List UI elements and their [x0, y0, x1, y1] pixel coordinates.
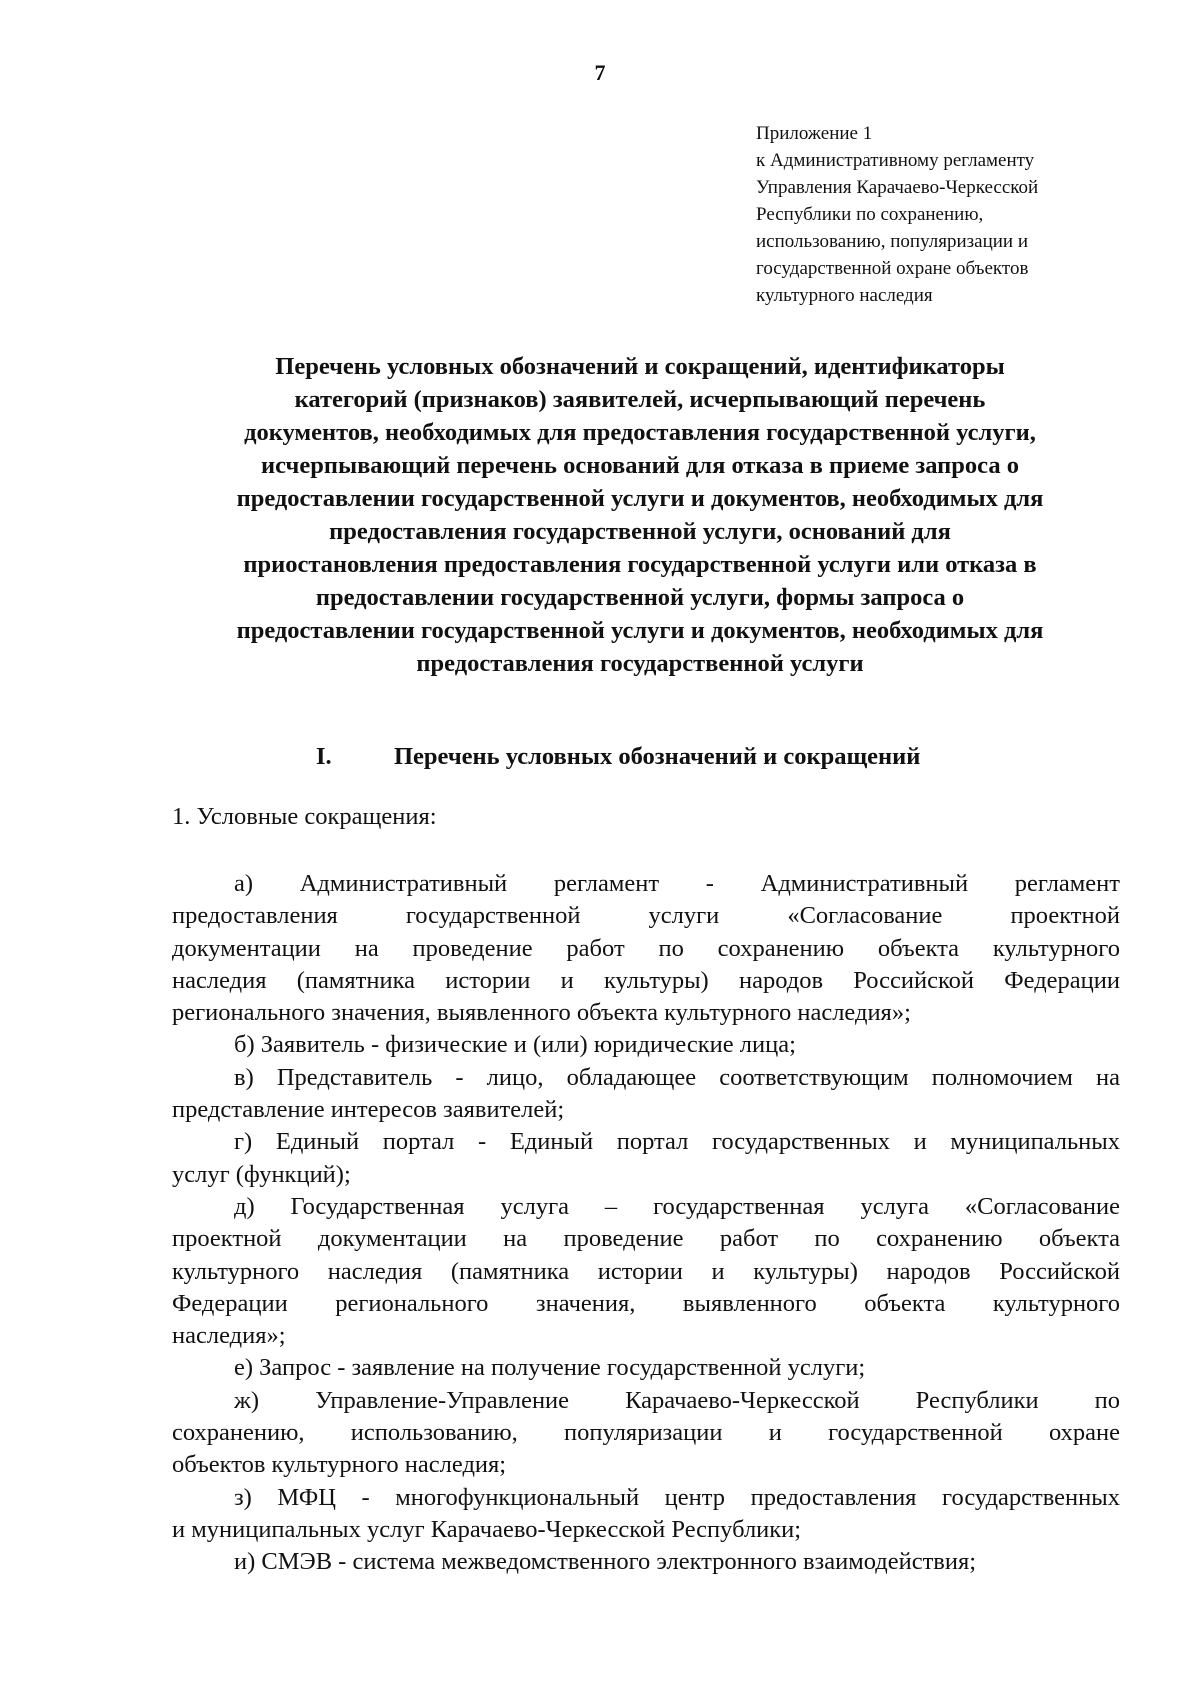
body-text [172, 868, 1120, 1579]
paragraph-line: и) СМЭВ - система межведомственного электронного взаимодействия; [234, 1548, 977, 1576]
section-heading [316, 740, 1136, 773]
paragraph-line: Федерации регионального значения, выявленного объекта культурного [172, 1289, 1120, 1317]
paragraph-line: культурного наследия (памятника истории и культуры) народов Российской [172, 1257, 1120, 1285]
paragraph-line: г) Единый портал - Единый портал государственных и муниципальных [234, 1128, 1120, 1156]
paragraph-line: наследия»; [172, 1322, 286, 1350]
appendix-line: Управления Карачаево-Черкесской [756, 177, 1039, 198]
title-line: исчерпывающий перечень оснований для отказа в приеме запроса о [261, 452, 1019, 479]
paragraph [172, 1062, 1120, 1127]
title-line: приостановления предоставления государственной услуги или отказа в [243, 551, 1037, 578]
paragraph-line: сохранению, использованию, популяризации и государственной охране [172, 1419, 1120, 1447]
appendix-line: к Административному регламенту [756, 150, 1035, 171]
paragraph-line: е) Запрос - заявление на получение государственной услуги; [234, 1354, 866, 1382]
paragraph-line: документации на проведение работ по сохранению объекта культурного [172, 934, 1120, 962]
paragraph [172, 868, 1120, 1029]
appendix-line: государственной охране объектов [756, 258, 1029, 279]
paragraph [172, 1546, 1120, 1578]
appendix-line: использованию, популяризации и [756, 231, 1028, 252]
appendix-line: Приложение 1 [756, 123, 873, 144]
paragraph [172, 1126, 1120, 1191]
paragraph-line: з) МФЦ - многофункциональный центр предоставления государственных [234, 1483, 1120, 1511]
appendix-line: Республики по сохранению, [756, 204, 984, 225]
paragraph [172, 1385, 1120, 1482]
paragraph-line: в) Представитель - лицо, обладающее соответствующим полномочием на [234, 1063, 1120, 1091]
appendix-header [756, 120, 1156, 309]
paragraph [172, 1029, 1120, 1061]
paragraph [172, 1352, 1120, 1384]
title-line: Перечень условных обозначений и сокращений, идентификаторы [275, 353, 1005, 380]
paragraph [172, 1482, 1120, 1547]
title-line: документов, необходимых для предоставления государственной услуги, [244, 419, 1036, 446]
paragraph-line: ж) Управление-Управление Карачаево-Черкесской Республики по [234, 1386, 1120, 1414]
section-number: I. [316, 743, 332, 770]
paragraph [172, 1191, 1120, 1352]
paragraph-line: услуг (функций); [172, 1160, 351, 1188]
document-title [160, 350, 1120, 680]
paragraph-line: а) Административный регламент - Административный регламент [234, 870, 1120, 897]
title-line: предоставлении государственной услуги и документов, необходимых для [236, 617, 1044, 644]
title-line: предоставлении государственной услуги, формы запроса о [315, 584, 965, 611]
title-line: предоставления государственной услуги [416, 650, 864, 677]
paragraph-line: предоставления государственной услуги «Согласование проектной [172, 902, 1120, 930]
subheading: 1. Условные сокращения: [172, 803, 437, 830]
title-line: категорий (признаков) заявителей, исчерпывающий перечень [294, 386, 986, 413]
paragraph-line: б) Заявитель - физические и (или) юридические лица; [234, 1031, 796, 1059]
paragraph-line: объектов культурного наследия; [172, 1451, 507, 1479]
paragraph-line: д) Государственная услуга – государственная услуга «Согласование [234, 1192, 1120, 1220]
appendix-line: культурного наследия [756, 285, 933, 306]
paragraph-line: представление интересов заявителей; [172, 1096, 565, 1124]
section-title: Перечень условных обозначений и сокращений [394, 743, 921, 770]
page-number: 7 [594, 60, 606, 85]
paragraph-line: и муниципальных услуг Карачаево-Черкесской Республики; [172, 1515, 802, 1543]
title-line: предоставлении государственной услуги и документов, необходимых для [236, 485, 1044, 512]
paragraph-line: проектной документации на проведение работ по сохранению объекта [172, 1225, 1120, 1253]
title-line: предоставления государственной услуги, оснований для [329, 518, 951, 545]
paragraph-line: наследия (памятника истории и культуры) народов Российской Федерации [172, 966, 1120, 994]
paragraph-line: регионального значения, выявленного объекта культурного наследия»; [172, 999, 911, 1027]
